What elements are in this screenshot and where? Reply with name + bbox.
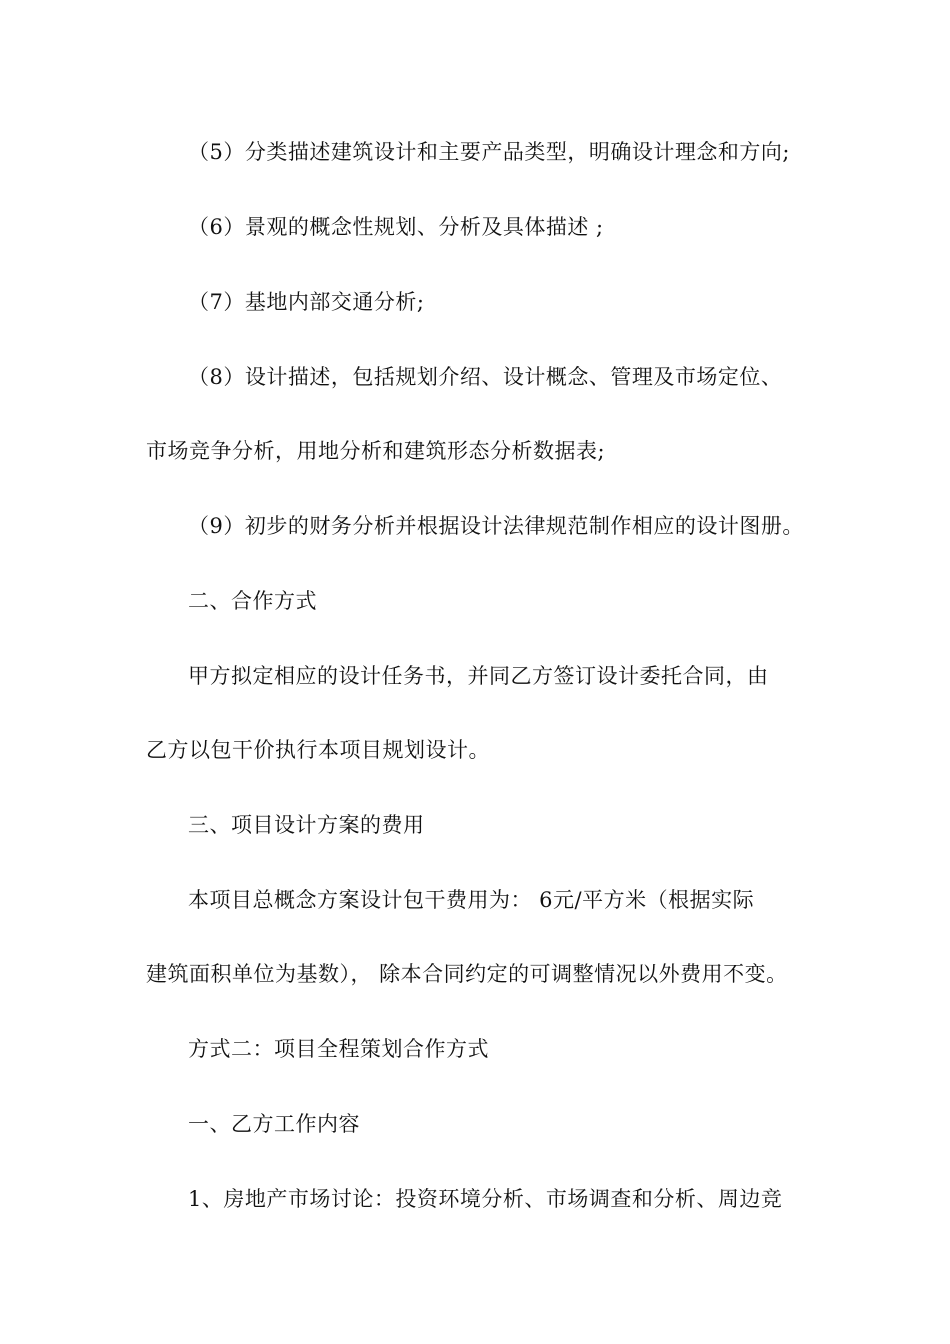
paragraph-line: （6）景观的概念性规划、分析及具体描述 ; bbox=[188, 215, 604, 239]
paragraph-line: 市场竞争分析，用地分析和建筑形态分析数据表; bbox=[146, 439, 606, 463]
paragraph-line: （9）初步的财务分析并根据设计法律规范制作相应的设计图册。 bbox=[188, 514, 804, 538]
section-heading: 二、合作方式 bbox=[188, 589, 317, 613]
section-heading: 一、乙方工作内容 bbox=[188, 1112, 360, 1136]
paragraph-line: 乙方以包干价执行本项目规划设计。 bbox=[146, 738, 490, 762]
paragraph-line: 建筑面积单位为基数）， 除本合同约定的可调整情况以外费用不变。 bbox=[146, 962, 788, 986]
paragraph-line: （8）设计描述，包括规划介绍、设计概念、管理及市场定位、 bbox=[188, 365, 783, 389]
paragraph-line: （7）基地内部交通分析; bbox=[188, 290, 425, 314]
section-heading: 方式二：项目全程策划合作方式 bbox=[188, 1037, 489, 1061]
paragraph-line: 1、房地产市场讨论：投资环境分析、市场调查和分析、周边竞 bbox=[188, 1187, 783, 1211]
paragraph-line: 甲方拟定相应的设计任务书，并同乙方签订设计委托合同，由 bbox=[188, 664, 769, 688]
paragraph-line: （5）分类描述建筑设计和主要产品类型，明确设计理念和方向; bbox=[188, 140, 790, 164]
section-heading: 三、项目设计方案的费用 bbox=[188, 813, 425, 837]
paragraph-line: 本项目总概念方案设计包干费用为： 6元/平方米（根据实际 bbox=[188, 888, 755, 912]
